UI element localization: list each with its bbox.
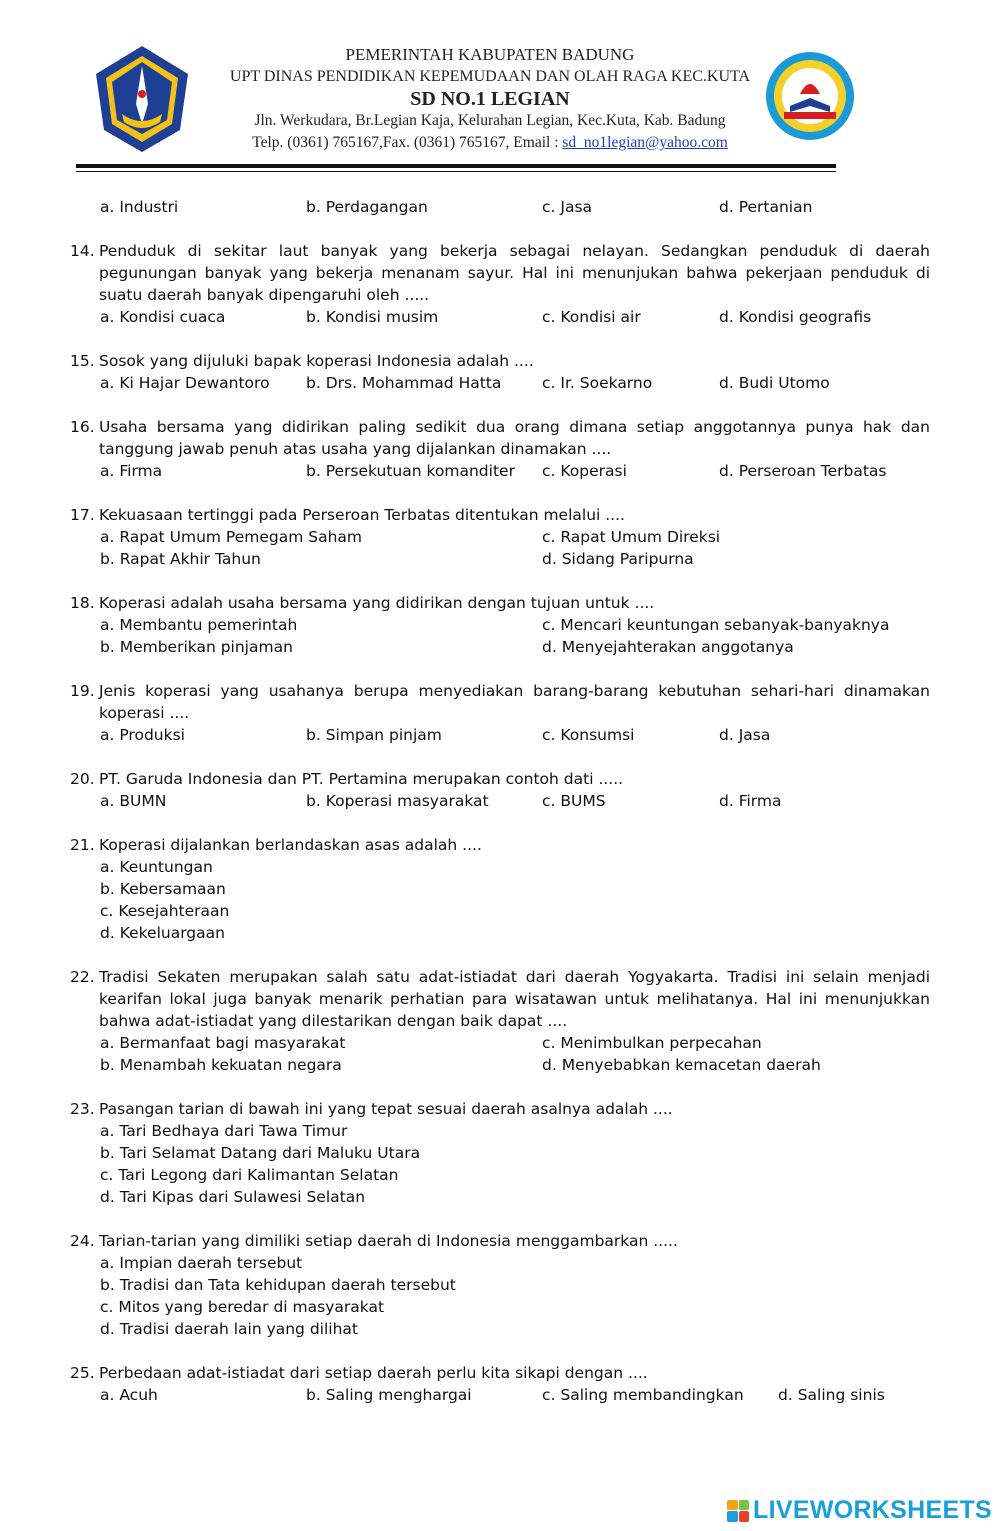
option-b[interactable]: b. Kondisi musim: [306, 308, 439, 326]
question-20: [70, 768, 930, 812]
school-contact: [190, 132, 790, 154]
question-14: [70, 240, 930, 328]
question-text: Tarian-tarian yang dimiliki setiap daerah di Indonesia menggambarkan .....: [99, 1232, 678, 1250]
option-c[interactable]: c. Tari Legong dari Kalimantan Selatan: [100, 1166, 399, 1184]
option-a[interactable]: a. Tari Bedhaya dari Tawa Timur: [100, 1122, 348, 1140]
option-b[interactable]: b. Drs. Mohammad Hatta: [306, 374, 502, 392]
option-c[interactable]: c. Ir. Soekarno: [542, 374, 653, 392]
liveworksheets-logo-icon: [727, 1500, 749, 1522]
department-title: UPT DINAS PENDIDIKAN KEPEMUDAAN DAN OLAH RAGA KEC.KUTA: [229, 68, 751, 85]
school-name: SD NO.1 LEGIAN: [410, 88, 570, 110]
question-16: [70, 416, 930, 482]
option-b[interactable]: b. Koperasi masyarakat: [306, 792, 489, 810]
option-c[interactable]: c. Koperasi: [542, 462, 627, 480]
liveworksheets-watermark: [727, 1496, 992, 1525]
option-b[interactable]: b. Tradisi dan Tata kehidupan daerah tersebut: [100, 1276, 456, 1294]
option-d[interactable]: d. Jasa: [719, 726, 771, 744]
question-text: Perbedaan adat-istiadat dari setiap daerah perlu kita sikapi dengan ....: [99, 1364, 648, 1382]
option-d[interactable]: d. Tradisi daerah lain yang dilihat: [100, 1320, 358, 1338]
option-b[interactable]: b. Tari Selamat Datang dari Maluku Utara: [100, 1144, 421, 1162]
question-number: 15.: [70, 352, 95, 370]
option-a[interactable]: a. Firma: [100, 462, 163, 480]
question-number: 19.: [70, 682, 95, 700]
option-d[interactable]: d. Menyebabkan kemacetan daerah: [542, 1056, 821, 1074]
option-b[interactable]: b. Persekutuan komanditer: [306, 462, 515, 480]
question-number: 14.: [70, 242, 95, 260]
question-text: Penduduk di sekitar laut banyak yang bekerja sebagai nelayan. Sedangkan penduduk di daerah pegunungan banyak yang bekerja menanam sayur. Hal ini menunjukan bahwa pekerjaan penduduk di suatu daerah banyak dipengaruhi oleh .....: [99, 242, 930, 304]
question-number: 17.: [70, 506, 95, 524]
question-number: 18.: [70, 594, 95, 612]
option-a[interactable]: a. Keuntungan: [100, 858, 213, 876]
option-a[interactable]: a. Industri: [100, 198, 179, 216]
letterhead-rule-thin: [76, 171, 836, 172]
letterhead-text: [190, 44, 790, 154]
government-title: PEMERINTAH KABUPATEN BADUNG: [345, 45, 635, 64]
question-number: 25.: [70, 1364, 95, 1382]
question-24: [70, 1230, 930, 1340]
question-22: [70, 966, 930, 1076]
question-text: Sosok yang dijuluki bapak koperasi Indonesia adalah ....: [99, 352, 534, 370]
option-c[interactable]: c. Mitos yang beredar di masyarakat: [100, 1298, 385, 1316]
option-a[interactable]: a. Bermanfaat bagi masyarakat: [100, 1034, 346, 1052]
question-23: [70, 1098, 930, 1208]
option-d[interactable]: d. Sidang Paripurna: [542, 550, 694, 568]
option-d[interactable]: d. Saling sinis: [778, 1386, 885, 1404]
option-b[interactable]: b. Rapat Akhir Tahun: [100, 550, 261, 568]
option-a[interactable]: a. BUMN: [100, 792, 167, 810]
option-a[interactable]: a. Ki Hajar Dewantoro: [100, 374, 270, 392]
badung-regency-emblem-icon: [92, 44, 192, 154]
question-text: Tradisi Sekaten merupakan salah satu adat-istiadat dari daerah Yogyakarta. Tradisi ini selain menjadi kearifan lokal juga banyak menarik perhatian para wisatawan untuk melihatanya. Hal ini menunjukkan bahwa adat-istiadat yang dilestarikan dengan baik dapat ....: [99, 968, 930, 1030]
contact-prefix: Telp. (0361) 765167,Fax. (0361) 765167, Email :: [252, 134, 563, 151]
question-text: Koperasi dijalankan berlandaskan asas adalah ....: [99, 836, 482, 854]
option-d[interactable]: d. Firma: [719, 792, 782, 810]
question-25: [70, 1362, 930, 1406]
question-number: 22.: [70, 968, 95, 986]
option-d[interactable]: d. Budi Utomo: [719, 374, 830, 392]
option-d[interactable]: d. Kekeluargaan: [100, 924, 225, 942]
option-b[interactable]: b. Simpan pinjam: [306, 726, 442, 744]
question-21: [70, 834, 930, 944]
watermark-text: LIVEWORKSHEETS: [753, 1496, 992, 1524]
question-text: Kekuasaan tertinggi pada Perseroan Terbatas ditentukan melalui ....: [99, 506, 625, 524]
question-text: Koperasi adalah usaha bersama yang didirikan dengan tujuan untuk ....: [99, 594, 655, 612]
email-link[interactable]: sd_no1legian@yahoo.com: [562, 134, 728, 151]
question-text: Jenis koperasi yang usahanya berupa menyediakan barang-barang kebutuhan sehari-hari dinamakan koperasi ....: [99, 682, 930, 722]
letterhead-rule-thick: [76, 164, 836, 168]
option-a[interactable]: a. Rapat Umum Pemegam Saham: [100, 528, 363, 546]
question-number: 16.: [70, 418, 95, 436]
question-text: Usaha bersama yang didirikan paling sedikit dua orang dimana setiap anggotannya punya hak dan tanggung jawab penuh atas usaha yang dijalankan dinamakan ....: [99, 418, 930, 458]
option-c[interactable]: c. Mencari keuntungan sebanyak-banyaknya: [542, 616, 890, 634]
option-d[interactable]: d. Tari Kipas dari Sulawesi Selatan: [100, 1188, 366, 1206]
question-13-options: [70, 196, 930, 218]
option-c[interactable]: c. BUMS: [542, 792, 606, 810]
question-number: 20.: [70, 770, 95, 788]
option-b[interactable]: b. Menambah kekuatan negara: [100, 1056, 342, 1074]
question-17: [70, 504, 930, 570]
option-d[interactable]: d. Kondisi geografis: [719, 308, 872, 326]
question-number: 24.: [70, 1232, 95, 1250]
option-c[interactable]: c. Rapat Umum Direksi: [542, 528, 721, 546]
question-text: Pasangan tarian di bawah ini yang tepat sesuai daerah asalnya adalah ....: [99, 1100, 673, 1118]
option-b[interactable]: b. Memberikan pinjaman: [100, 638, 293, 656]
question-list: [70, 196, 930, 1428]
option-a[interactable]: a. Produksi: [100, 726, 185, 744]
option-b[interactable]: b. Saling menghargai: [306, 1386, 472, 1404]
question-number: 23.: [70, 1100, 95, 1118]
option-c[interactable]: c. Saling membandingkan: [542, 1386, 744, 1404]
option-c[interactable]: c. Kesejahteraan: [100, 902, 230, 920]
letterhead: [0, 0, 1000, 180]
question-18: [70, 592, 930, 658]
option-a[interactable]: a. Membantu pemerintah: [100, 616, 298, 634]
question-text: PT. Garuda Indonesia dan PT. Pertamina merupakan contoh dati .....: [99, 770, 624, 788]
option-d[interactable]: d. Pertanian: [719, 198, 813, 216]
option-a[interactable]: a. Acuh: [100, 1386, 158, 1404]
option-c[interactable]: c. Kondisi air: [542, 308, 641, 326]
question-number: 21.: [70, 836, 95, 854]
option-b[interactable]: b. Kebersamaan: [100, 880, 226, 898]
option-a[interactable]: a. Impian daerah tersebut: [100, 1254, 303, 1272]
school-emblem-icon: [764, 50, 856, 142]
question-15: [70, 350, 930, 394]
option-c[interactable]: c. Jasa: [542, 198, 593, 216]
option-d[interactable]: d. Menyejahterakan anggotanya: [542, 638, 794, 656]
option-b[interactable]: b. Perdagangan: [306, 198, 428, 216]
option-c[interactable]: c. Menimbulkan perpecahan: [542, 1034, 762, 1052]
option-a[interactable]: a. Kondisi cuaca: [100, 308, 226, 326]
school-address: Jln. Werkudara, Br.Legian Kaja, Kelurahan Legian, Kec.Kuta, Kab. Badung: [254, 112, 726, 129]
option-c[interactable]: c. Konsumsi: [542, 726, 635, 744]
question-19: [70, 680, 930, 746]
option-d[interactable]: d. Perseroan Terbatas: [719, 462, 887, 480]
